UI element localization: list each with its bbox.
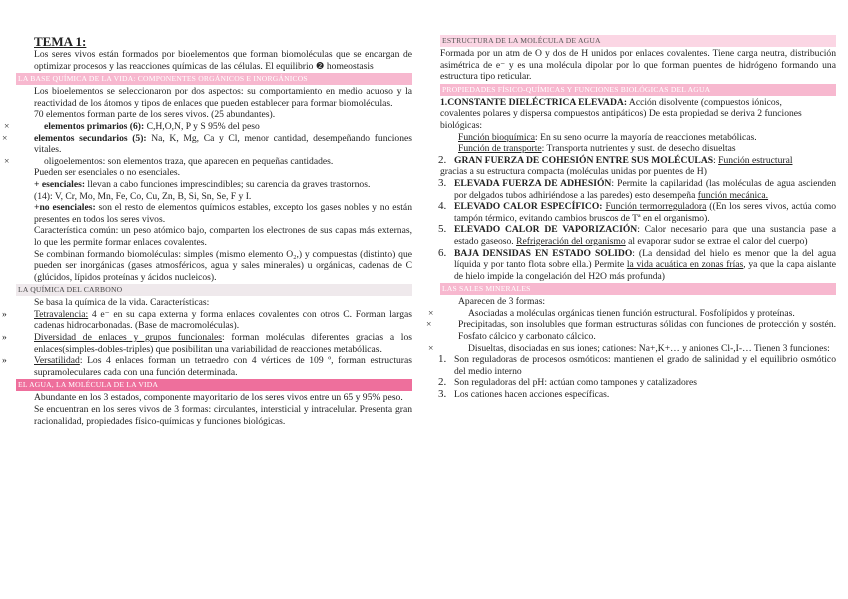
list-item: Función de transporte: Transporta nutrientes y sust. de desecho disueltas <box>458 143 736 155</box>
paragraph: covalentes polares y dispersa compuestos antipáticos) De esta propiedad se deriva 2 funciones biológicas: <box>440 108 802 131</box>
bullet-arrow-icon: » <box>2 332 7 344</box>
list-item: × Precipitadas, son insolubles que forman estructuras sólidas con funciones de protección y sostén. Fosfato cálcico y carbonato cálcico. <box>426 319 836 343</box>
list-item: » Tetravalencia: 4 e⁻ en su capa externa y forma enlaces covalentes con otros C. Forman largas cadenas hidrocarbonadas. (Base de macromoléculas). <box>2 308 412 332</box>
paragraph: gracias a su estructura compacta (moléculas unidas por puentes de H) <box>440 166 707 178</box>
list-item: +no esenciales: son el resto de elementos químicos estables, excepto los gases nobles y no están presentes en todos los seres vivos. <box>34 202 412 225</box>
paragraph: Se basa la química de la vida. Características: <box>34 297 210 309</box>
paragraph: 70 elementos forman parte de los seres vivos. (25 abundantes). <box>34 109 276 121</box>
bullet-x-icon: × <box>426 319 432 331</box>
bullet-arrow-icon: » <box>2 308 7 320</box>
property-item: 5. ELEVADO CALOR DE VAPORIZACIÓN: Calor necesario para que una sustancia pase a estado gaseoso. Refrigeración del organismo al evaporar sudor se extrae el calor del cuerpo) <box>438 223 837 247</box>
list-item: Función bioquímica: En su seno ocurre la mayoría de reacciones metabólicas. <box>458 131 757 143</box>
section-header-propiedades-agua: PROPIEDADES FÍSICO-QUÍMICAS Y FUNCIONES BIOLÓGICAS DEL AGUA <box>440 84 836 96</box>
paragraph: (14): V, Cr, Mo, Mn, Fe, Co, Cu, Zn, B, Si, Sn, Se, F y I. <box>34 190 252 202</box>
right-column <box>426 34 837 401</box>
property-item: 1.CONSTANTE DIELÉCTRICA ELEVADA: Acción disolvente (compuestos iónicos, <box>440 96 782 108</box>
bullet-x-icon: × <box>428 342 434 354</box>
property-item: 3. ELEVADA FUERZA DE ADHESIÓN: Permite la capilaridad (las moléculas de agua ascienden por delgados tubos adhiriéndose a las paredes) esto desempeña función mecánica. <box>438 176 836 201</box>
paragraph: Se combinan formando biomoléculas: simples (mismo elemento O₂,) y compuestas (distinto) que pueden ser inorgánicas (gases atmosféricos, agua y sales minerales) u orgánicas, cadenas de C (glúcidos, lípidos proteínas y ácidos nucleicos). <box>34 248 412 283</box>
section-header-sales-minerales: LAS SALES MINERALES <box>440 283 836 295</box>
numbered-item: 2. Son reguladoras del pH: actúan como tampones y catalizadores <box>438 376 697 389</box>
section-header-agua: EL AGUA, LA MOLÉCULA DE LA VIDA <box>16 379 412 391</box>
paragraph: Característica común: un peso atómico bajo, comparten los electrones de sus capas más externas, lo que les permite formar enlaces covalentes. <box>34 225 412 248</box>
property-item: 6. BAJA DENSIDAS EN ESTADO SOLIDO: (La densidad del hielo es menor que la del agua líquida y por tanto flota sobre ella.) Permite la vida acuática en zonas frías, ya que la capa aislante de hielo impide la congelación del H2O más profunda) <box>438 246 836 282</box>
paragraph: Abundante en los 3 estados, componente mayoritario de los seres vivos entre un 65 y 95% peso. <box>34 392 403 404</box>
property-item: 4. ELEVADO CALOR ESPECÍFICO: Función termorreguladora ((En los seres vivos, actúa como tampón térmico, evitando cambios bruscos de Tª en el organismo). <box>438 200 837 224</box>
paragraph: Los bioelementos se seleccionaron por dos aspectos: su comportamiento en medio acuoso y la reactividad de los átomos y tipos de enlaces que pueden establecer para formar biomoléculas. <box>34 86 412 109</box>
left-column <box>2 34 412 427</box>
paragraph: Aparecen de 3 formas: <box>458 296 546 308</box>
bullet-x-icon: × <box>428 307 434 319</box>
list-item: × Asociadas a moléculas orgánicas tienen función estructural. Fosfolípidos y proteínas. <box>428 307 795 319</box>
list-item: × Disueltas, disociadas en sus iones; cationes: Na+,K+… y aniones Cl-,I-… Tienen 3 funciones: <box>428 342 830 354</box>
list-item: × elementos secundarios (5): Na, K, Mg, Ca y Cl, menor cantidad, desempeñando funciones vitales. <box>2 132 412 156</box>
list-item: × oligoelementos: son elementos traza, que aparecen en pequeñas cantidades. <box>4 155 334 167</box>
list-item: × elementos primarios (6): C,H,O,N, P y S 95% del peso <box>4 120 260 132</box>
section-header-estructura-agua: ESTRUCTURA DE LA MOLÉCULA DE AGUA <box>440 35 836 47</box>
list-item: » Versatilidad: Los 4 enlaces forman un tetraedro con 4 vértices de 109 º, forman estructuras supramoleculares cada con una función determinada. <box>2 355 412 378</box>
numbered-item: 1. Son reguladoras de procesos osmóticos: mantienen el grado de salinidad y el equilibrio osmótico del medio interno <box>438 353 836 377</box>
section-header-quimica-carbono: LA QUÍMICA DEL CARBONO <box>16 284 412 296</box>
list-item: + esenciales: llevan a cabo funciones imprescindibles; su carencia da graves trastornos. <box>34 178 371 190</box>
bullet-x-icon: × <box>4 120 10 132</box>
property-item: 2. GRAN FUERZA DE COHESIÓN ENTRE SUS MOLÉCULAS: Función estructural <box>438 153 793 166</box>
numbered-item: 3. Los cationes hacen acciones específicas. <box>438 388 610 401</box>
section-header-base-quimica: LA BASE QUÍMICA DE LA VIDA: COMPONENTES ORGÁNICOS E INORGÁNICOS <box>16 73 412 85</box>
paragraph: Pueden ser esenciales o no esenciales. <box>34 167 180 179</box>
bullet-x-icon: × <box>2 132 8 144</box>
paragraph: Formada por un atm de O y dos de H unidos por enlaces covalentes. Tiene carga neutra, distribución asimétrica de e⁻ y es una molécula dipolar por lo que forman puentes de hidrógeno formando una estructura tipo reticular. <box>440 48 836 83</box>
bullet-arrow-icon: » <box>2 355 7 367</box>
paragraph: Se encuentran en los seres vivos de 3 formas: circulantes, intersticial y intracelular. Presenta gran racionalidad, propiedades físico-químicas y funciones biológicas. <box>34 404 412 427</box>
intro-paragraph: Los seres vivos están formados por bioelementos que forman biomoléculas que se encargan de optimizar procesos y las reacciones químicas de las células. El equilibrio ❷ homeostasis <box>34 49 412 72</box>
page-title: TEMA 1: <box>34 34 87 49</box>
list-item: » Diversidad de enlaces y grupos funcionales: forman moléculas diferentes gracias a los enlaces(simples-dobles-triples) que posibilitan una variabilidad de reacciones metabólicas. <box>2 332 412 355</box>
bullet-x-icon: × <box>4 155 10 167</box>
